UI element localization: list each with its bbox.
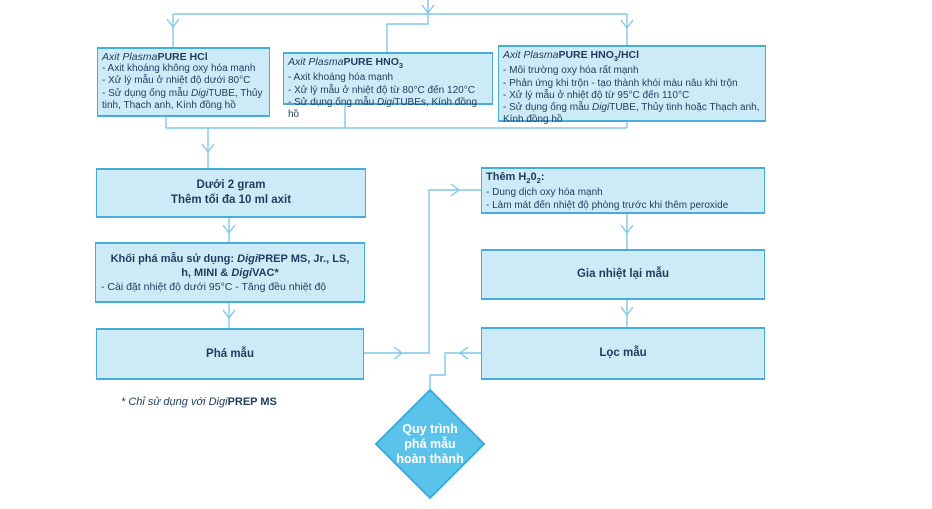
box-body: - Cài đặt nhiệt độ dưới 95°C - Tăng đều nhiệt độ xyxy=(101,280,327,293)
connector xyxy=(364,190,481,353)
box-label: Phá mẫu xyxy=(206,347,254,360)
box-title: Axit PlasmaPURE $HNO_3$/HCl xyxy=(503,49,640,64)
box-label: Lọc mẫu xyxy=(599,347,647,360)
connector xyxy=(387,14,428,52)
box-acid-plasmapure-hcl xyxy=(97,47,270,117)
decision-complete-label: Quy trình phá mẫu hoàn thành xyxy=(396,421,464,466)
box-reheat xyxy=(481,249,765,300)
box-text: Dưới 2 gram Thêm tối đa 10 ml axit xyxy=(170,179,292,206)
box-acid-plasmapure-hno3-hcl xyxy=(498,45,766,126)
box-bullets: - Axit khoáng hóa mạnh - Xử lý mẫu ở nhiệt độ từ 80°C đến 120°C - Sử dụng ống mẫu DigiTUBEs, Kính đồng hồ xyxy=(288,72,478,120)
footnote: * Chỉ sử dụng với DigiPREP MS xyxy=(121,396,277,408)
box-title: Khối phá mẫu sử dụng: DigiPREP MS, Jr., LS, h, MINI & DigiVAC* xyxy=(110,252,350,279)
box-digest xyxy=(96,328,364,380)
box-filter xyxy=(481,327,765,380)
box-label: Gia nhiệt lại mẫu xyxy=(576,268,670,281)
box-sample-amount xyxy=(96,168,366,218)
box-add-peroxide xyxy=(481,167,765,214)
box-title: Thêm $H_20_2$: xyxy=(486,171,545,186)
box-digestion-block xyxy=(95,242,365,303)
box-title: Axit PlasmaPURE $HNO_3$ xyxy=(288,56,404,71)
connector xyxy=(430,353,482,390)
box-bullets: - Môi trường oxy hóa rất mạnh - Phản ứng khi trộn - tạo thành khói màu nâu khi trộn - Xử lý mẫu ở nhiệt độ từ 95°C đến 110°C - Sử dụng ống mẫu DigiTUBE, Thủy tinh hoặc Thạch anh, Kính đồng hồ xyxy=(503,65,760,126)
box-bullets: - Dung dịch oxy hóa mạnh - Làm mát đến nhiệt độ phòng trước khi thêm peroxide xyxy=(486,187,729,211)
box-title: Axit PlasmaPURE HCl xyxy=(102,51,208,63)
box-bullets: - Axit khoáng không oxy hóa mạnh - Xử lý mẫu ở nhiệt độ dưới 80°C - Sử dụng ống mẫu DigiTUBE, Thủy tinh, Thạch anh, Kính đồng hồ xyxy=(102,63,263,111)
box-acid-plasmapure-hno3 xyxy=(283,52,493,120)
